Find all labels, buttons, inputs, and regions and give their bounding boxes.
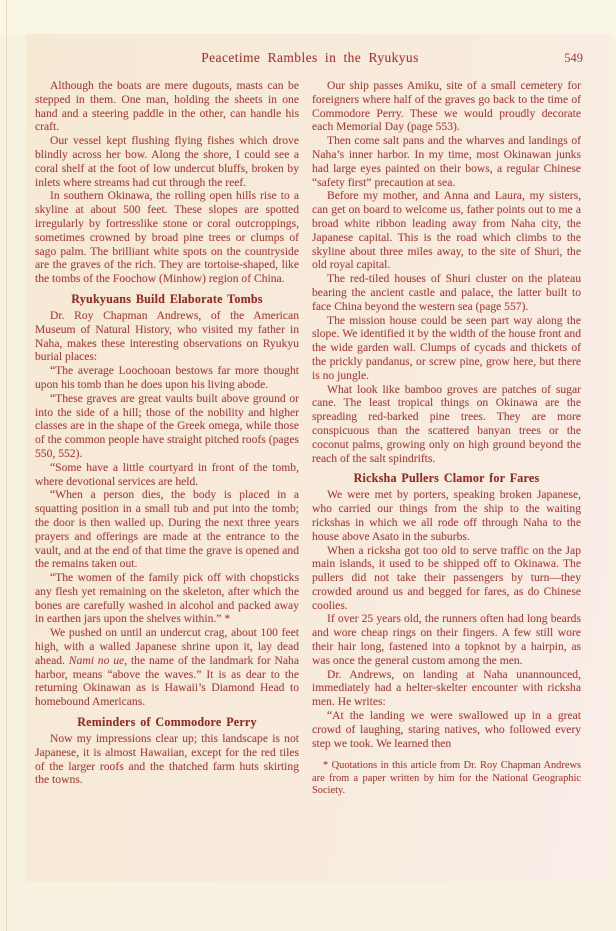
paragraph [35,626,299,709]
footnote: * Quotations in this article from Dr. Roy Chapman Andrews are from a paper written by him for the National Geographic Society. [312,760,581,797]
page-edge-line [6,0,7,931]
paragraph: “At the landing we were swallowed up in a great crowd of laughing, staring natives, who followed every step we took. We learned then [312,709,581,750]
paragraph: Although the boats are mere dugouts, masts can be stepped in them. One man, holding the sheets in one hand and a steering paddle in the other, can handle his craft. [35,79,299,134]
paragraph: We were met by porters, speaking broken Japanese, who carried our things from the ship to the waiting rickshas in which we all rode off through Naha to the house above Asato in the suburbs. [312,488,581,543]
paragraph: Our ship passes Amiku, site of a small cemetery for foreigners where half of the graves go back to the time of Commodore Perry. These we would proudly decorate each Memorial Day (page 553). [312,79,581,134]
italic-landmark-name: Nami no ue [68,653,125,667]
paper [26,34,610,882]
paragraph: “Some have a little courtyard in front of the tomb, where devotional services are held. [35,460,299,488]
paragraph: The red-tiled houses of Shuri cluster on the plateau bearing the ancient castle and palace, the latter built to face China beyond the western sea (page 557). [312,272,581,313]
section-heading-perry: Reminders of Commodore Perry [77,715,257,730]
paragraph: Then come salt pans and the wharves and landings of Naha’s inner harbor. In my time, most Okinawan junks had large eyes painted on their bows, a regular Chinese “safety first” precaution at sea. [312,134,581,189]
page-header [35,50,585,70]
paragraph-text: , the name of the landmark for Naha harbor, means “above the waves.” It is as dear to the returning Okinawan as is Hawaii’s Diamond Head to homebound Americans. [35,653,299,709]
right-column [312,79,581,798]
paragraph: “These graves are great vaults built above ground or into the side of a hill; those of the nobility and higher classes are in the shape of the Greek omega, while those of the common people have straight pitched roofs (pages 550, 552). [35,391,299,460]
paragraph: Now my impressions clear up; this landscape is not Japanese, it is almost Hawaiian, except for the red tiles of the larger roofs and the thatched farm huts skirting the towns. [35,732,299,787]
paragraph: What look like bamboo groves are patches of sugar cane. The least tropical things on Okinawa are the spreading red-barked pine trees. They are more conspicuous than the scattered banyan trees or the coconut palms, growing only on high ground beyond the reach of the salt spindrifts. [312,382,581,465]
paragraph: In southern Okinawa, the rolling open hills rise to a skyline at about 500 feet. These slopes are spotted irregularly by fortresslike stone or coral outcroppings, sometimes crowned by broad pine trees or clumps of sago palm. The brilliant white spots on the countryside are the graves of the rich. They are tortoise-shaped, like the tombs of the Foochow (Minhow) region of China. [35,189,299,286]
left-column [35,79,299,798]
paragraph: Our vessel kept flushing flying fishes which drove blindly across her bow. Along the shore, I could see a coral shelf at the foot of low undercut bluffs, broken by inlets where streams had cut through the reef. [35,134,299,189]
paragraph: When a ricksha got too old to serve traffic on the Jap main islands, it used to be shipped off to Okinawa. The pullers did not take their passengers by turn—they crowded around us and begged for fares, as do Chinese coolies. [312,543,581,612]
paragraph: Dr. Andrews, on landing at Naha unannounced, immediately had a helter-skelter encounter with ricksha men. He writes: [312,667,581,709]
paragraph: Before my mother, and Anna and Laura, my sisters, can get on board to welcome us, father points out to me a broad white ribbon leading away from Naha city, the Japanese capital. This is the road which climbs to the skyline about three miles away, to the site of Shuri, the old royal capital. [312,189,581,272]
paragraph-text: We pushed on until an undercut crag, about 100 feet high, with a walled Japanese shrine upon it, lay dead ahead. [35,626,299,667]
section-heading-ricksha: Ricksha Pullers Clamor for Fares [353,471,540,486]
text-columns [35,79,585,798]
scan-top-glare [0,0,616,36]
paragraph: “The women of the family pick off with chopsticks any flesh yet remaining on the skeleton, after which the bones are carefully washed in alcohol and packed away in earthen jars upon the shelves within.” * [35,571,299,626]
paragraph: Dr. Roy Chapman Andrews, of the American Museum of Natural History, who visited my father in Naha, makes these interesting observations on Ryukyu burial places: [35,308,299,364]
paragraph: “The average Loochooan bestows far more thought upon his tomb than he does upon his living abode. [35,364,299,391]
paragraph: If over 25 years old, the runners often had long beards and wore cheap rings on their fingers. A few still wore their hair long, fastened into a topknot by a hairpin, as was once the general custom among the men. [312,612,581,667]
page-number: 549 [564,51,583,65]
paragraph: The mission house could be seen part way along the slope. We identified it by the width of the house front and the wide garden wall. Clumps of cycads and thickets of the prickly pandanus, or screw pine, grow here, but there is no jungle. [312,313,581,382]
section-heading-tombs: Ryukyuans Build Elaborate Tombs [71,291,263,306]
paragraph: “When a person dies, the body is placed in a squatting position in a small tub and put into the tomb; the door is then walled up. During the next three years prayers and offerings are made at the entrance to the vault, and at the end of that time the grave is opened and the remains taken out. [35,488,299,571]
running-title: Peacetime Rambles in the Ryukyus [201,50,419,65]
